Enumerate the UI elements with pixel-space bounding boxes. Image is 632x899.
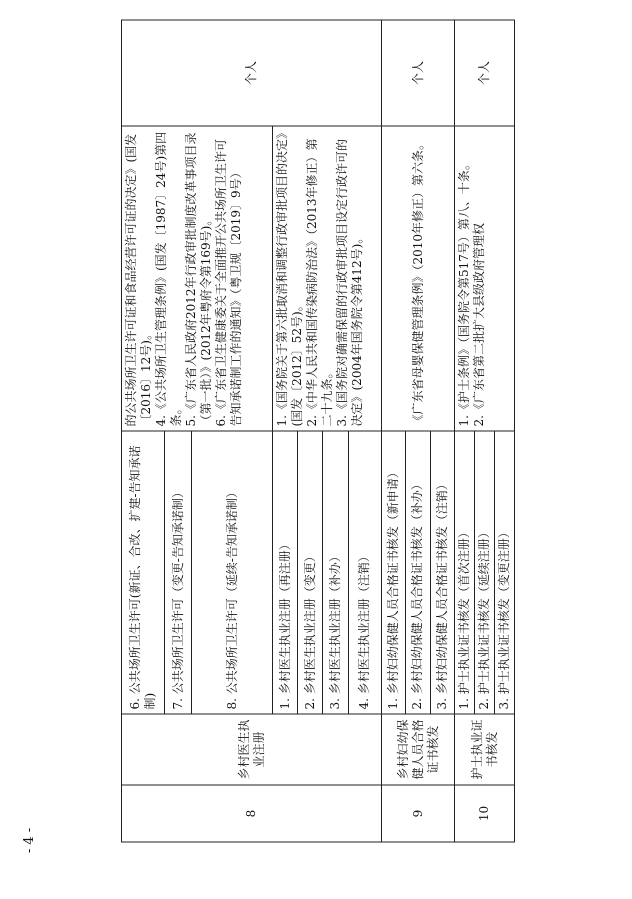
list-item: 2. 乡村医生执业注册（变更） [298,431,323,713]
row-number-8: 8 [122,785,382,842]
list-item: 8. 公共场所卫生许可（延续-告知承诺制） [224,485,239,709]
level-9: 个人 [382,20,455,126]
list-item: 2. 护士执业证书核发（延续注册） [475,431,495,713]
table-row [122,20,273,842]
basis-line: 4.《公共场所卫生管理条例》(国发〔1987〕24号)第四条。 [154,131,183,426]
item-name-10: 护士执业证书核发 [455,714,515,785]
level-8: 个人 [122,20,382,126]
basis-line: 6.《广东省卫生健康委关于全面推开公共场所卫生许可告知承诺制工作的通知》（粤卫规〔2019〕9号） [214,138,243,426]
basis-line: 2.《中华人民共和国传染病防治法》（2013年修正）第二十九条。 [305,138,334,426]
list-item: 2. 乡村妇幼保健人员合格证书核发（补办） [406,431,430,713]
item-name-8: 乡村医生执业注册 [122,714,382,785]
list-item: 1. 护士执业证书核发（首次注册） [455,431,475,713]
basis-line: 5.《广东省人民政府2012年行政审批制度改革事项目录（第一批）》(2012年粤府令第169号)。 [184,132,213,426]
list-item: 7. 公共场所卫生许可（变更-告知承诺制） [165,431,192,713]
sub-items-9 [382,431,455,714]
rotated-table-container [121,57,511,842]
basis-line: 1.《护士条例》（国务院令第517号）第八、十条。 [457,157,471,426]
list-item: 3. 乡村医生执业注册（补办） [323,431,348,713]
list-item: 3. 乡村妇幼保健人员合格证书核发（注销） [434,477,449,709]
basis-line: 的公共场所卫生许可证和食品经营许可证的决定》(国发〔2016〕12号)。 [124,133,153,426]
page-number [10,820,50,860]
row-number-9: 9 [382,785,455,842]
list-item: 1. 乡村医生执业注册（再注册） [273,431,298,713]
list-item: 4. 乡村医生执业注册（注销） [357,549,372,709]
basis-9 [382,126,455,431]
basis-line: 《广东省母婴保健管理条例》（2010年修正）第六条。 [410,137,425,426]
list-item: 1. 乡村妇幼保健人员合格证书核发（新申请） [382,431,406,713]
list-item: 6. 公共场所卫生许可(新证、合改、扩建-告知承诺制) [122,431,165,713]
sub-items-8 [273,431,382,714]
page-number-text: - 4 - [22,827,38,853]
table-row [455,20,515,842]
row-number-10: 10 [455,785,515,842]
table-row [382,20,455,842]
item-name-9: 乡村妇幼保健人员合格证书核发 [382,714,455,785]
list-item: 3. 护士执业证书核发（变更注册） [497,525,511,709]
basis-line: 2.《广东省第二批扩大县级政府管理权 [472,222,486,426]
basis-line: 3.《国务院对确需保留的行政审批项目设定行政许可的决定》(2004年国务院令第412号)。 [335,138,364,426]
basis-8 [273,126,382,431]
basis-top [122,126,273,431]
sub-items-10 [455,431,515,714]
level-10: 个人 [455,20,515,126]
basis-10 [455,126,515,431]
license-items-table [121,19,515,842]
basis-line: 1.《国务院关于第六批取消和调整行政审批项目的决定》(国发〔2012〕52号)。 [275,132,304,426]
sub-items-top [122,431,273,714]
